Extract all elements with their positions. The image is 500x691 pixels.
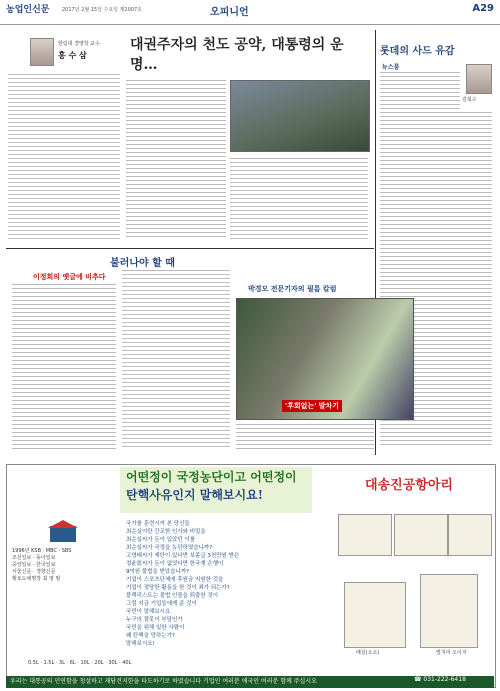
ad-left-line-1: 1996년 KSB · MBC · SBS xyxy=(12,548,72,554)
middle-body-left xyxy=(12,284,116,454)
gate-icon xyxy=(48,520,78,544)
page-header xyxy=(0,0,500,25)
ad-left-line-3: 중앙일보 · 한국일보 xyxy=(12,562,56,568)
photo-story-title: 박경모 전문기자의 필름 칼럼 xyxy=(248,285,337,293)
photo-caption-body xyxy=(236,424,374,454)
product-image-2 xyxy=(394,514,448,556)
ad-left-line-2: 조선일보 · 동아일보 xyxy=(12,555,56,561)
ad-mid-line-4: 최순실씨가 국정을 농단하였습니까? xyxy=(126,545,213,551)
article-photo xyxy=(230,80,370,152)
ad-left-text xyxy=(12,548,112,583)
ad-mid-line-8: 기업이 스포츠단체에 후원금 지원한 것을 xyxy=(126,577,224,583)
article-body-right xyxy=(230,158,368,242)
ad-left-line-4: 서울신문 · 경향신문 xyxy=(12,569,56,575)
article-body-left xyxy=(8,74,120,244)
dateline: 2017년 2월 15일 수요일 제2007호 xyxy=(62,7,142,13)
middle-body-center xyxy=(122,270,230,454)
ad-mid-line-1: 국가를 훈련시켜 본 당신들 xyxy=(126,521,190,527)
section-name: 오피니언 xyxy=(210,7,249,18)
column-head: 이정희의 옛글에 비추다 xyxy=(33,273,106,281)
product-label-1: 매실(오소) xyxy=(356,650,380,656)
ad-headline-2: 탄핵사유인지 말해보시요! xyxy=(126,488,263,502)
product-jar-1 xyxy=(344,582,406,648)
page-number: A29 xyxy=(472,3,494,14)
ad-product-headline: 대송진공항아리 xyxy=(365,478,453,493)
ad-mid-line-15: 왜 탄핵을 당하는가? xyxy=(126,633,175,639)
photo-label: '후회없는' 발차기 xyxy=(282,400,342,412)
ad-mid-line-11: 그럼 지금 기업들에게 준 것이 xyxy=(126,601,197,607)
ad-mid-line-5: 고영태씨가 재단이 있다면 보좀급 3천만원 받은 xyxy=(126,553,240,559)
sidebar-author-name: 김희수 xyxy=(462,97,477,103)
sidebar-title: 롯데의 사드 유감 xyxy=(380,46,455,57)
ad-headline-1: 어떤정이 국정농단이고 어떤정이 xyxy=(126,470,297,484)
ad-mid-line-7: 9억원 불법을 받았습니까? xyxy=(126,569,190,575)
ad-mid-line-3: 최순실씨가 돈이 입았던 이를 xyxy=(126,537,196,543)
main-headline: 대권주자의 천도 공약, 대통령의 운명… xyxy=(130,37,344,73)
ad-mid-line-2: 최순실이란 간교한 인사와 비밀을 xyxy=(126,529,206,535)
ad-bottom-bar: 우리는 대통공의 인연함을 청설하고 재담견지한을 타도하기로 하였습니다 기업인 여러분 애국인 여러분 함께 주십시요 xyxy=(6,676,494,688)
sidebar-body-top xyxy=(380,72,460,112)
ad-left-line-5: 황토도예명장 최 영 범 xyxy=(12,576,61,582)
ad-middle-text xyxy=(126,520,312,648)
ad-mid-line-9: 기업이 정당한 활동을 한 것이 죄가 되는가? xyxy=(126,585,230,591)
product-image-3 xyxy=(448,514,492,556)
ad-size-tags: 0.5L · 1.5L · 3L · 6L · 10L · 20L · 30L · 40L xyxy=(28,660,132,666)
ad-mid-line-12: 국민이 말해보시요 xyxy=(126,609,171,615)
ad-mid-line-10: 블랙리스트는 불법 인물을 퇴출한 것이 xyxy=(126,593,219,599)
ad-mid-line-16: 말해보시요! xyxy=(126,641,155,647)
columnist-title: 한림대 경영학 교수 xyxy=(58,41,100,47)
ad-mid-line-13: 누구의 잘못이 부담인가 xyxy=(126,617,183,623)
section-divider xyxy=(6,248,374,249)
masthead: 농업인신문 xyxy=(6,5,50,15)
product-image-1 xyxy=(338,514,392,556)
columnist-photo xyxy=(30,38,54,66)
news-tag: 뉴스룸 xyxy=(382,64,400,71)
columnist-name: 홍 수 삼 xyxy=(58,51,87,60)
sidebar-author-photo xyxy=(466,64,492,94)
product-label-2: 벌지미 오이지 xyxy=(436,650,467,656)
ad-mid-line-6: 정윤회씨가 돈이 없었다면 한국계 은행이 xyxy=(126,561,224,567)
article-body-center xyxy=(126,80,226,240)
section-title-middle: 불러나야 할 때 xyxy=(110,258,175,269)
product-jar-2 xyxy=(420,574,478,648)
phone-number-1: ☎ 031-222-6418 xyxy=(414,676,466,683)
ad-mid-line-14: 국민을 위해 일한 사람이 xyxy=(126,625,185,631)
